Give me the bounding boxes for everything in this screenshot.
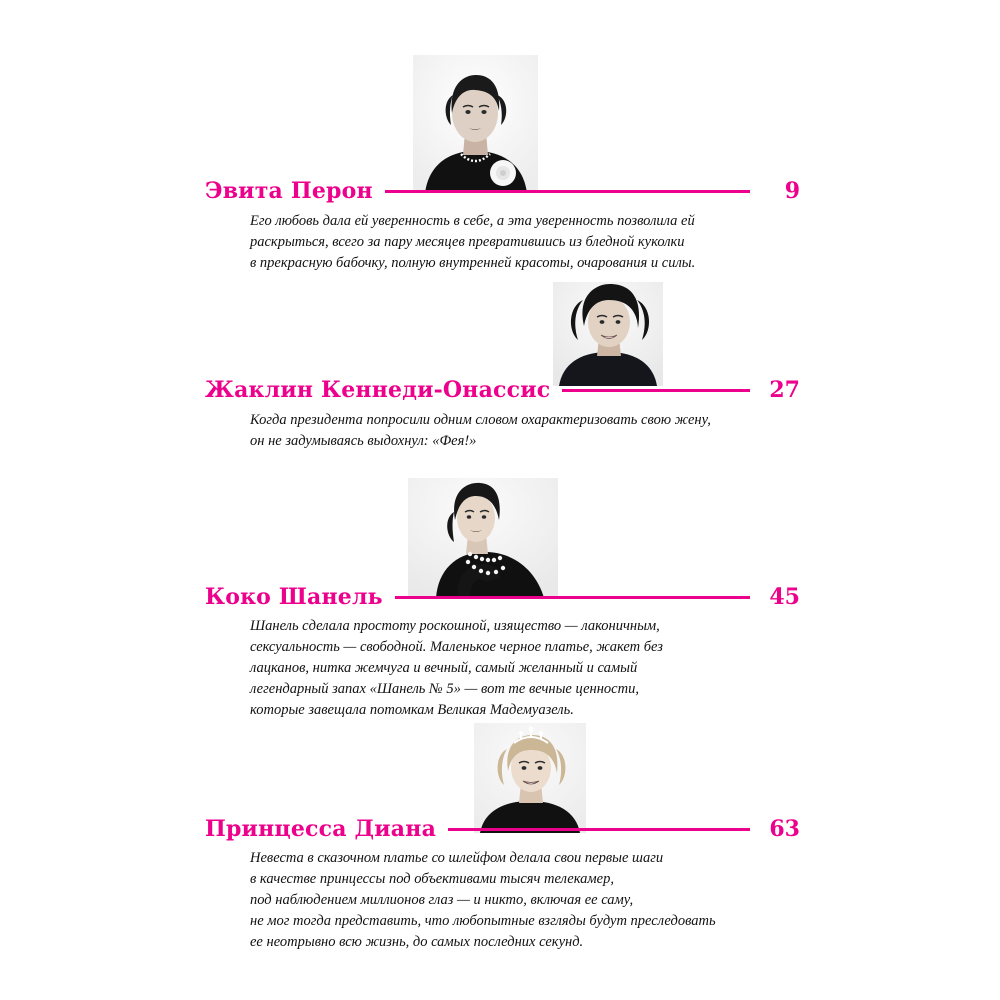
toc-blurb-4 bbox=[250, 848, 810, 953]
blurb-line: раскрыться, всего за пару месяцев превратившись из бледной куколки bbox=[250, 234, 685, 251]
blurb-line: ее неотрывно всю жизнь, до самых последних секунд. bbox=[250, 934, 584, 951]
toc-title-row-4[interactable] bbox=[205, 816, 800, 842]
blurb-line: лацканов, нитка жемчуга и вечный, самый желанный и самый bbox=[250, 660, 638, 677]
blurb-line: в качестве принцессы под объективами тысяч телекамер, bbox=[250, 871, 614, 888]
blurb-line: не мог тогда представить, что любопытные взгляды будут преследовать bbox=[250, 913, 716, 930]
toc-title-row-2[interactable] bbox=[205, 377, 800, 403]
blurb-line: Шанель сделала простоту роскошной, изящество — лаконичным, bbox=[250, 618, 660, 634]
blurb-line: Его любовь дала ей уверенность в себе, а эта уверенность позволила ей bbox=[250, 213, 695, 229]
toc-title-row-1[interactable] bbox=[205, 178, 800, 204]
blurb-line: в прекрасную бабочку, полную внутренней красоты, очарования и силы. bbox=[250, 255, 696, 272]
toc-blurb-1 bbox=[250, 211, 810, 274]
toc-leader-rule bbox=[395, 596, 750, 599]
portrait-jacqueline-kennedy-onassis bbox=[553, 282, 663, 386]
toc-leader-rule bbox=[385, 190, 750, 193]
blurb-line: под наблюдением миллионов глаз — и никто, включая ее саму, bbox=[250, 892, 634, 909]
toc-page-number[interactable]: 27 bbox=[769, 377, 800, 403]
toc-leader-rule bbox=[448, 828, 750, 831]
portrait-evita-peron bbox=[413, 55, 538, 193]
toc-title-row-3[interactable] bbox=[205, 584, 800, 610]
blurb-line: сексуальность — свободной. Маленькое черное платье, жакет без bbox=[250, 639, 663, 656]
portrait-coco-chanel bbox=[408, 478, 558, 598]
blurb-line: он не задумываясь выдохнул: «Фея!» bbox=[250, 433, 477, 450]
blurb-line: которые завещала потомкам Великая Мадемуазель. bbox=[250, 702, 574, 719]
toc-page-number[interactable]: 63 bbox=[769, 816, 800, 842]
toc-entry-title[interactable]: Жаклин Кеннеди-Онассис bbox=[205, 377, 551, 403]
toc-entry-title[interactable]: Эвита Перон bbox=[205, 178, 373, 204]
toc-blurb-2 bbox=[250, 410, 810, 452]
toc-blurb-3 bbox=[250, 616, 810, 721]
blurb-line: Когда президента попросили одним словом охарактеризовать свою жену, bbox=[250, 412, 711, 428]
blurb-line: легендарный запах «Шанель № 5» — вот те вечные ценности, bbox=[250, 681, 639, 698]
toc-leader-rule bbox=[562, 389, 750, 392]
toc-page-number[interactable]: 9 bbox=[784, 178, 800, 204]
toc-entry-title[interactable]: Коко Шанель bbox=[205, 584, 383, 610]
blurb-line: Невеста в сказочном платье со шлейфом делала свои первые шаги bbox=[250, 850, 664, 866]
toc-entry-title[interactable]: Принцесса Диана bbox=[205, 816, 437, 842]
toc-page-number[interactable]: 45 bbox=[769, 584, 800, 610]
